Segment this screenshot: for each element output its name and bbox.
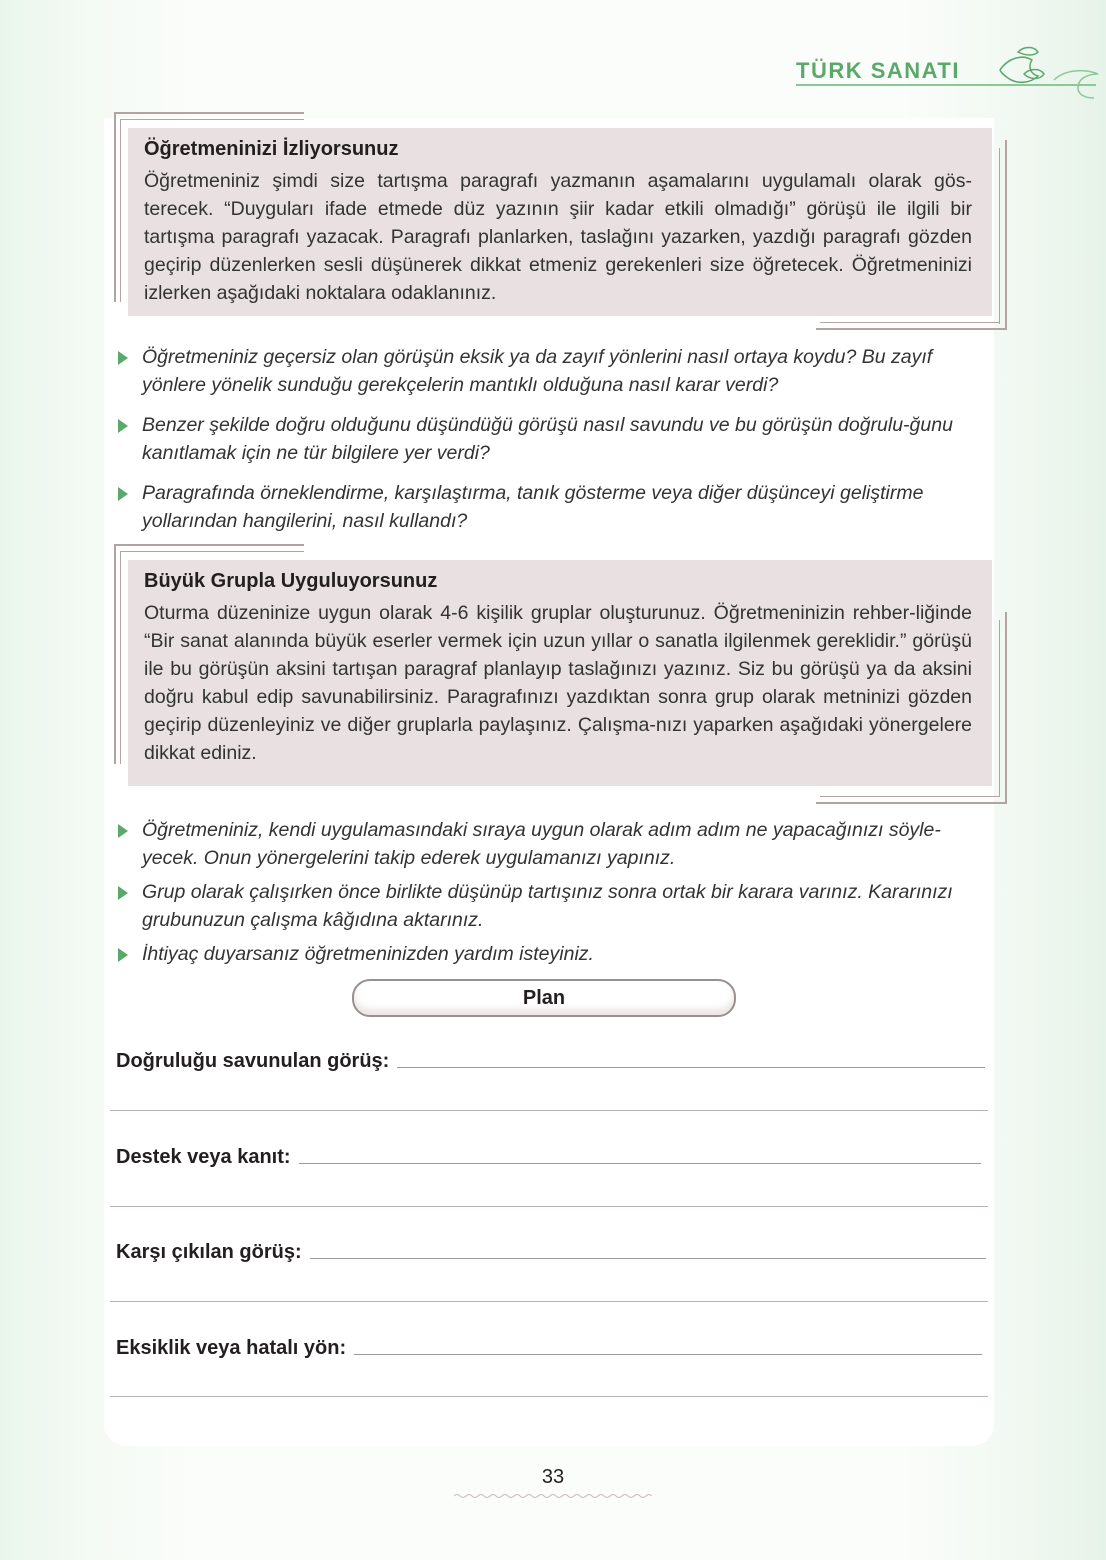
field-defended-view bbox=[116, 1050, 985, 1073]
box-body-text: Oturma düzeninize uygun olarak 4-6 kişilik gruplar oluşturunuz. Öğretmeninizin rehber-liğinde “Bir sanat alanında büyük eserler vermek için uzun yıllar o sanatla ilgilenmek gereklidir.” görüşü ile bu görüşün aksini tartışan paragraf planlayıp taslağınızı yazınız. Siz bu görüşü ya da aksini doğru kabul edip savunabilirsiniz. Paragrafınızı yazdıktan sonra grup olarak metninizi gözden geçirip düzenleyiniz ve diğer gruplarla paylaşınız. Çalışma-nızı yaparken aşağıdaki yönergelere dikkat ediniz. bbox=[144, 602, 972, 764]
list-item bbox=[116, 816, 994, 872]
answer-line[interactable] bbox=[397, 1067, 985, 1068]
list-item bbox=[116, 343, 994, 399]
box2-frame-top bbox=[114, 544, 304, 546]
chapter-title: TÜRK SANATI bbox=[796, 58, 960, 83]
field-support-evidence bbox=[116, 1146, 981, 1169]
box2-frame-bottom bbox=[816, 802, 1007, 804]
box1-frame-bottom bbox=[816, 328, 1007, 330]
triangle-bullet-icon bbox=[118, 419, 128, 433]
triangle-bullet-icon bbox=[118, 886, 128, 900]
box2-frame-right-inner bbox=[999, 620, 1000, 796]
box2-frame-right bbox=[1005, 612, 1007, 804]
page-number: 33 bbox=[541, 1466, 565, 1488]
triangle-bullet-icon bbox=[118, 351, 128, 365]
box-title: Öğretmeninizi İzliyorsunuz bbox=[144, 138, 399, 160]
answer-line[interactable] bbox=[354, 1354, 982, 1355]
wave-decoration-icon bbox=[454, 1493, 652, 1499]
list-item-text: Paragrafında örneklendirme, karşılaştırma, tanık gösterme veya diğer düşünceyi geliştirme yollarından hangilerini, nasıl kullandı? bbox=[142, 482, 924, 532]
list-item-text: Öğretmeniniz, kendi uygulamasındaki sıraya uygun olarak adım adım ne yapacağınızı söyle-yecek. Onun yönergelerini takip ederek uygulamanızı yapınız. bbox=[142, 819, 941, 869]
triangle-bullet-icon bbox=[118, 948, 128, 962]
field-opposed-view bbox=[116, 1241, 986, 1264]
answer-rule[interactable] bbox=[110, 1301, 988, 1302]
answer-rule[interactable] bbox=[110, 1110, 988, 1111]
answer-rule[interactable] bbox=[110, 1396, 988, 1397]
list-item-text: Grup olarak çalışırken önce birlikte düşünüp tartışınız sonra ortak bir karara varınız. Kararınızı grubunuzun çalışma kâğıdına aktarınız. bbox=[142, 881, 953, 931]
field-flaw bbox=[116, 1337, 982, 1360]
box1-frame-bottom-inner bbox=[820, 322, 1000, 323]
box1-frame-right-inner bbox=[999, 148, 1000, 324]
box2-frame-bottom-inner bbox=[820, 796, 1000, 797]
list-item bbox=[116, 479, 994, 535]
list-item bbox=[116, 411, 994, 467]
instructions-list bbox=[116, 816, 994, 968]
box2-frame-left-inner bbox=[120, 551, 121, 764]
field-label: Destek veya kanıt: bbox=[116, 1146, 291, 1168]
box1-frame-top bbox=[114, 112, 304, 114]
leaf-ornament-icon bbox=[994, 44, 1106, 104]
box1-frame-top-inner bbox=[120, 119, 304, 120]
answer-rule[interactable] bbox=[110, 1206, 988, 1207]
answer-line[interactable] bbox=[299, 1163, 981, 1164]
box-body-text: Öğretmeniniz şimdi size tartışma paragrafı yazmanın aşamalarını uygulamalı olarak gös-terecek. “Duyguları ifade etmede düz yazının şiir kadar etkili olmadığı” görüşü ile ilgili bir tartışma paragrafı yazacak. Paragrafı planlarken, taslağını yazarken, yazdığı paragrafı gözden geçirip düzenlerken sesli düşünerek dikkat etmeniz gerekenleri size öğretecek. Öğretmeninizi izlerken aşağıdaki noktalara odaklanınız. bbox=[144, 170, 972, 304]
triangle-bullet-icon bbox=[118, 487, 128, 501]
box1-frame-left bbox=[114, 112, 116, 302]
info-box-watching bbox=[128, 128, 992, 316]
field-label: Eksiklik veya hatalı yön: bbox=[116, 1337, 347, 1359]
answer-line[interactable] bbox=[310, 1258, 986, 1259]
field-label: Karşı çıkılan görüş: bbox=[116, 1241, 302, 1263]
box1-frame-right bbox=[1005, 140, 1007, 330]
list-item bbox=[116, 940, 994, 968]
box2-frame-top-inner bbox=[120, 551, 304, 552]
box-title: Büyük Grupla Uyguluyorsunuz bbox=[144, 570, 438, 592]
box2-frame-left bbox=[114, 544, 116, 764]
info-box-group-practice bbox=[128, 560, 992, 786]
triangle-bullet-icon bbox=[118, 824, 128, 838]
field-label: Doğruluğu savunulan görüş: bbox=[116, 1050, 390, 1072]
guiding-questions-list bbox=[116, 343, 994, 535]
list-item-text: İhtiyaç duyarsanız öğretmeninizden yardım isteyiniz. bbox=[142, 943, 594, 965]
list-item-text: Benzer şekilde doğru olduğunu düşündüğü görüşü nasıl savundu ve bu görüşün doğrulu-ğunu kanıtlamak için ne tür bilgilere yer verdi? bbox=[142, 414, 953, 464]
plan-heading: Plan bbox=[352, 979, 736, 1017]
box1-frame-left-inner bbox=[120, 119, 121, 302]
list-item-text: Öğretmeniniz geçersiz olan görüşün eksik ya da zayıf yönlerini nasıl ortaya koydu? Bu zayıf yönlere yönelik sunduğu gerekçelerin mantıklı olduğuna nasıl karar verdi? bbox=[142, 346, 933, 396]
list-item bbox=[116, 878, 994, 934]
